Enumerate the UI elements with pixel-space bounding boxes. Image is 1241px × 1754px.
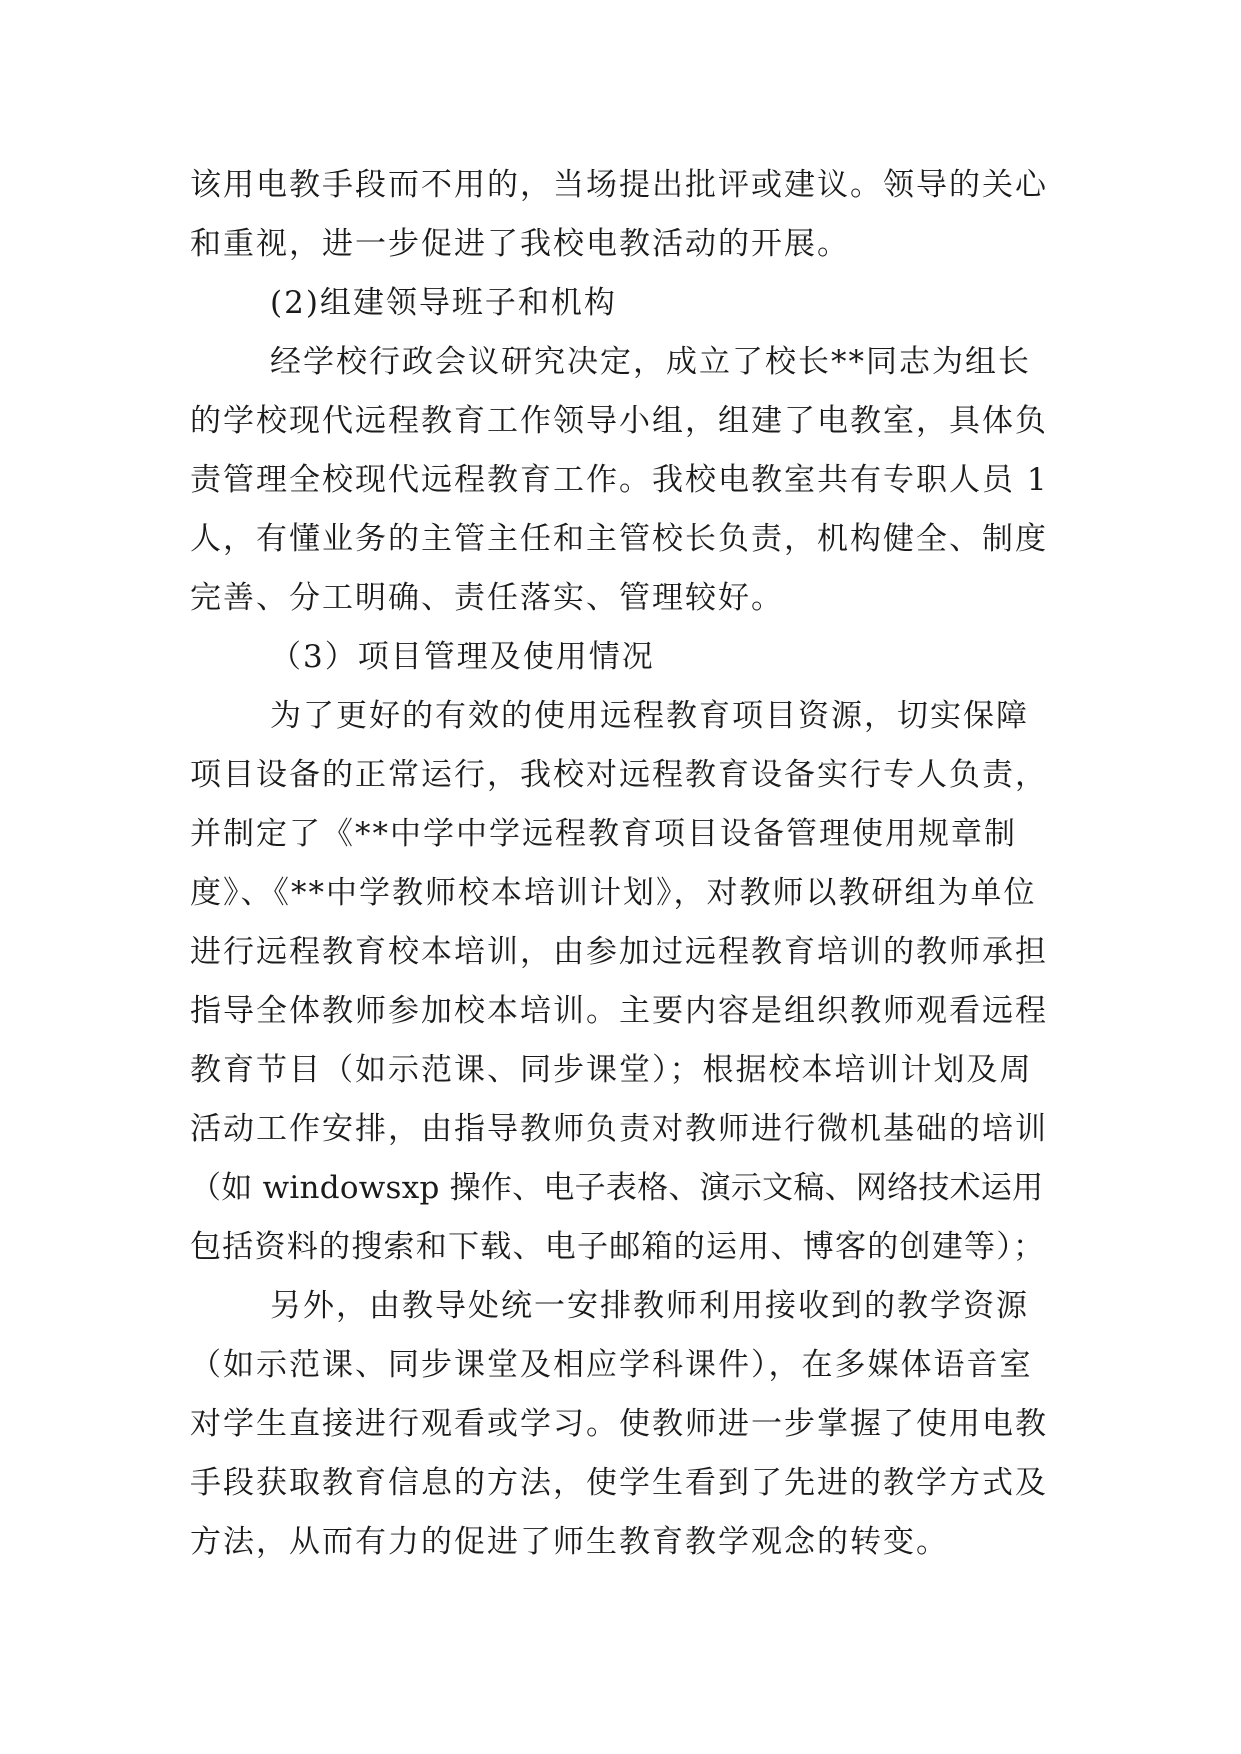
section-heading: （3）项目管理及使用情况 [270, 639, 655, 675]
text-line: 方法，从而有力的促进了师生教育教学观念的转变。 [190, 1524, 949, 1560]
text-line: 活动工作安排，由指导教师负责对教师进行微机基础的培训 [190, 1111, 1048, 1147]
text-line: 指导全体教师参加校本培训。主要内容是组织教师观看远程 [190, 993, 1048, 1029]
text-line: 责管理全校现代远程教育工作。我校电教室共有专职人员 1 [190, 462, 1049, 498]
text-line: 完善、分工明确、责任落实、管理较好。 [190, 580, 784, 616]
text-line: 另外，由教导处统一安排教师利用接收到的教学资源 [270, 1288, 1029, 1324]
text-line: 项目设备的正常运行，我校对远程教育设备实行专人负责， [190, 757, 1048, 793]
text-line: 的学校现代远程教育工作领导小组，组建了电教室，具体负 [190, 403, 1048, 439]
text-line: 人，有懂业务的主管主任和主管校长负责，机构健全、制度 [190, 521, 1048, 557]
text-line: （如示范课、同步课堂及相应学科课件），在多媒体语音室 [190, 1347, 1033, 1383]
text-line: 教育节目（如示范课、同步课堂）；根据校本培训计划及周 [190, 1052, 1033, 1088]
text-line: 和重视，进一步促进了我校电教活动的开展。 [190, 226, 850, 262]
text-line: 度》、《**中学教师校本培训计划》，对教师以教研组为单位 [190, 875, 1037, 911]
text-line: 手段获取教育信息的方法，使学生看到了先进的教学方式及 [190, 1465, 1048, 1501]
text-line: 并制定了《**中学中学远程教育项目设备管理使用规章制 [190, 816, 1017, 852]
text-line: 对学生直接进行观看或学习。使教师进一步掌握了使用电教 [190, 1406, 1048, 1442]
text-line: 该用电教手段而不用的，当场提出批评或建议。领导的关心 [190, 167, 1048, 203]
section-heading: (2)组建领导班子和机构 [270, 285, 617, 321]
text-line: 为了更好的有效的使用远程教育项目资源，切实保障 [270, 698, 1029, 734]
document-body [190, 156, 1050, 1572]
text-line: 经学校行政会议研究决定，成立了校长**同志为组长 [270, 344, 1031, 380]
text-line: 包括资料的搜索和下载、电子邮箱的运用、博客的创建等）； [190, 1229, 1046, 1265]
text-line: （如 windowsxp 操作、电子表格、演示文稿、网络技术运用 [190, 1170, 1044, 1206]
text-line: 进行远程教育校本培训，由参加过远程教育培训的教师承担 [190, 934, 1048, 970]
